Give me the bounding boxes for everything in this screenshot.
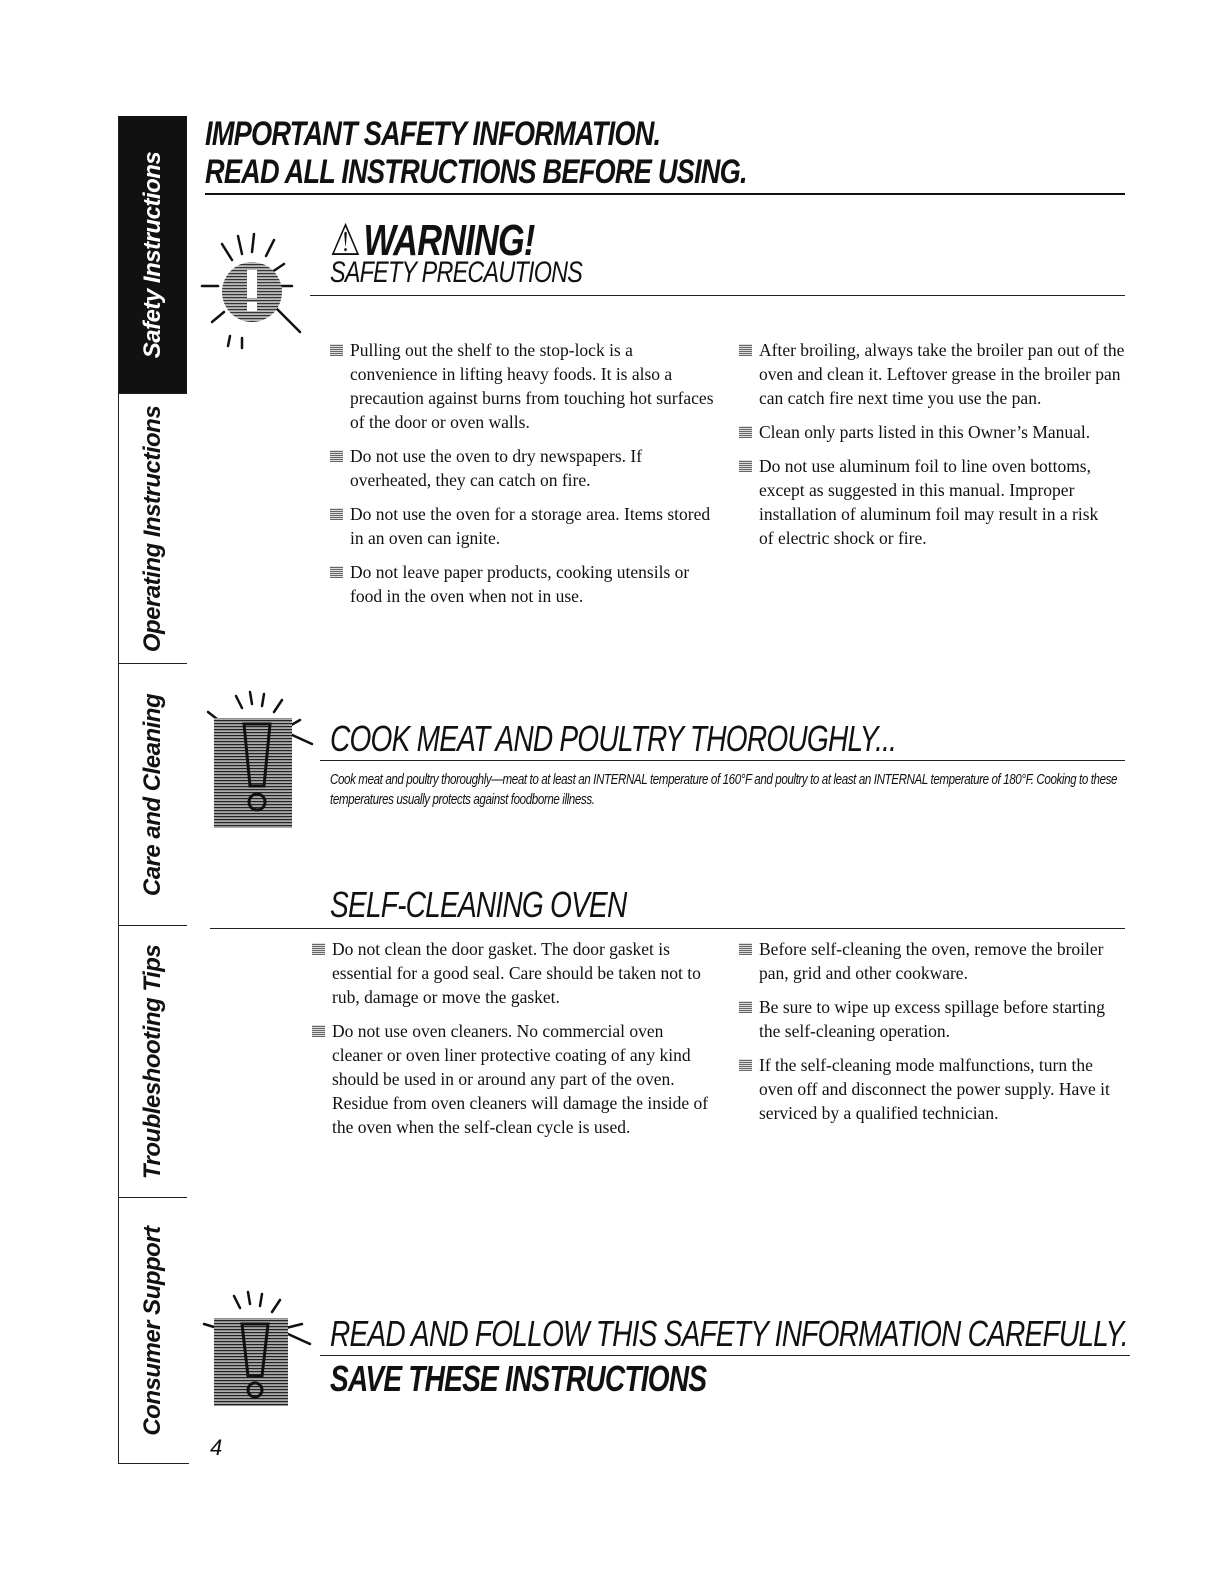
bullet-square-icon bbox=[312, 1025, 325, 1037]
warning-triangle-icon: ⚠ bbox=[330, 216, 360, 265]
list-item: Do not clean the door gasket. The door gasket is essential for a good seal. Care should be taken not to rub, damage or move the gasket. bbox=[310, 937, 715, 1009]
heading-line-1: IMPORTANT SAFETY INFORMATION. bbox=[205, 115, 661, 153]
cook-meat-text: Cook meat and poultry thoroughly—meat to at least an INTERNAL temperature of 160°F and poultry to at least an INTERNAL temperature of 180°F. Cooking to these temperatures usually protects against foodborne illness. bbox=[330, 772, 1118, 808]
tab-safety-instructions[interactable] bbox=[119, 116, 187, 394]
list-item: Be sure to wipe up excess spillage before starting the self-cleaning operation. bbox=[737, 995, 1129, 1043]
tab-label: Troubleshooting Tips bbox=[139, 944, 166, 1179]
list-item: Pulling out the shelf to the stop-lock is a convenience in lifting heavy foods. It is also a precaution against burns from touching hot surfaces of the door or oven walls. bbox=[328, 338, 723, 434]
bullet-square-icon bbox=[739, 460, 752, 472]
self-clean-left-column bbox=[310, 937, 715, 1149]
tab-label: Care and Cleaning bbox=[139, 693, 166, 896]
bullet-square-icon bbox=[739, 1001, 752, 1013]
safety-precautions-subtitle: SAFETY PRECAUTIONS bbox=[330, 256, 583, 289]
bullet-square-icon bbox=[330, 344, 343, 356]
list-item: After broiling, always take the broiler pan out of the oven and clean it. Leftover grease in the broiler pan can catch fire next time you use the pan. bbox=[737, 338, 1127, 410]
tab-troubleshooting-tips[interactable] bbox=[119, 926, 187, 1198]
warning-right-column bbox=[737, 338, 1127, 560]
list-item: If the self-cleaning mode malfunctions, turn the oven off and disconnect the power supply. Have it serviced by a qualified technician. bbox=[737, 1053, 1129, 1125]
tab-label: Operating Instructions bbox=[139, 405, 166, 652]
divider bbox=[320, 760, 1125, 761]
page-heading bbox=[205, 115, 1125, 195]
self-cleaning-title: SELF-CLEANING OVEN bbox=[330, 884, 627, 925]
exclamation-alert-icon bbox=[192, 222, 312, 352]
bullet-square-icon bbox=[330, 508, 343, 520]
tab-consumer-support[interactable] bbox=[119, 1198, 187, 1463]
divider bbox=[210, 928, 1125, 929]
list-item: Do not use the oven to dry newspapers. If overheated, they can catch on fire. bbox=[328, 444, 723, 492]
bullet-square-icon bbox=[312, 943, 325, 955]
divider bbox=[310, 295, 1125, 296]
self-clean-right-column bbox=[737, 937, 1129, 1135]
tab-label: Consumer Support bbox=[139, 1225, 166, 1436]
list-item: Do not use the oven for a storage area. Items stored in an oven can ignite. bbox=[328, 502, 723, 550]
cook-meat-title: COOK MEAT AND POULTRY THOROUGHLY... bbox=[330, 718, 897, 759]
bullet-square-icon bbox=[330, 566, 343, 578]
list-item: Before self-cleaning the oven, remove the broiler pan, grid and other cookware. bbox=[737, 937, 1129, 985]
warning-word: WARNING! bbox=[363, 216, 535, 265]
bullet-square-icon bbox=[739, 344, 752, 356]
heading-line-2: READ ALL INSTRUCTIONS BEFORE USING. bbox=[205, 153, 747, 191]
bullet-square-icon bbox=[739, 426, 752, 438]
bullet-square-icon bbox=[739, 1059, 752, 1071]
footer-read-follow: READ AND FOLLOW THIS SAFETY INFORMATION CAREFULLY. bbox=[330, 1313, 1128, 1354]
tab-label: Safety Instructions bbox=[139, 151, 166, 358]
warning-left-column bbox=[328, 338, 723, 618]
page-number: 4 bbox=[210, 1435, 223, 1460]
side-tab-strip bbox=[118, 116, 189, 1464]
footer-save-instructions: SAVE THESE INSTRUCTIONS bbox=[330, 1358, 707, 1399]
tab-operating-instructions[interactable] bbox=[119, 394, 187, 664]
bullet-square-icon bbox=[330, 450, 343, 462]
tab-care-and-cleaning[interactable] bbox=[119, 664, 187, 926]
list-item: Clean only parts listed in this Owner’s Manual. bbox=[737, 420, 1127, 444]
bullet-square-icon bbox=[739, 943, 752, 955]
exclamation-alert-icon bbox=[198, 1290, 318, 1410]
list-item: Do not use aluminum foil to line oven bottoms, except as suggested in this manual. Improper installation of aluminum foil may result in a risk of electric shock or fire. bbox=[737, 454, 1099, 550]
list-item: Do not leave paper products, cooking utensils or food in the oven when not in use. bbox=[328, 560, 690, 608]
list-item: Do not use oven cleaners. No commercial oven cleaner or oven liner protective coating of any kind should be used in or around any part of the oven. Residue from oven cleaners will damage the inside of the oven when the self-clean cycle is used. bbox=[310, 1019, 715, 1139]
divider bbox=[320, 1355, 1130, 1356]
exclamation-alert-icon bbox=[200, 690, 320, 830]
